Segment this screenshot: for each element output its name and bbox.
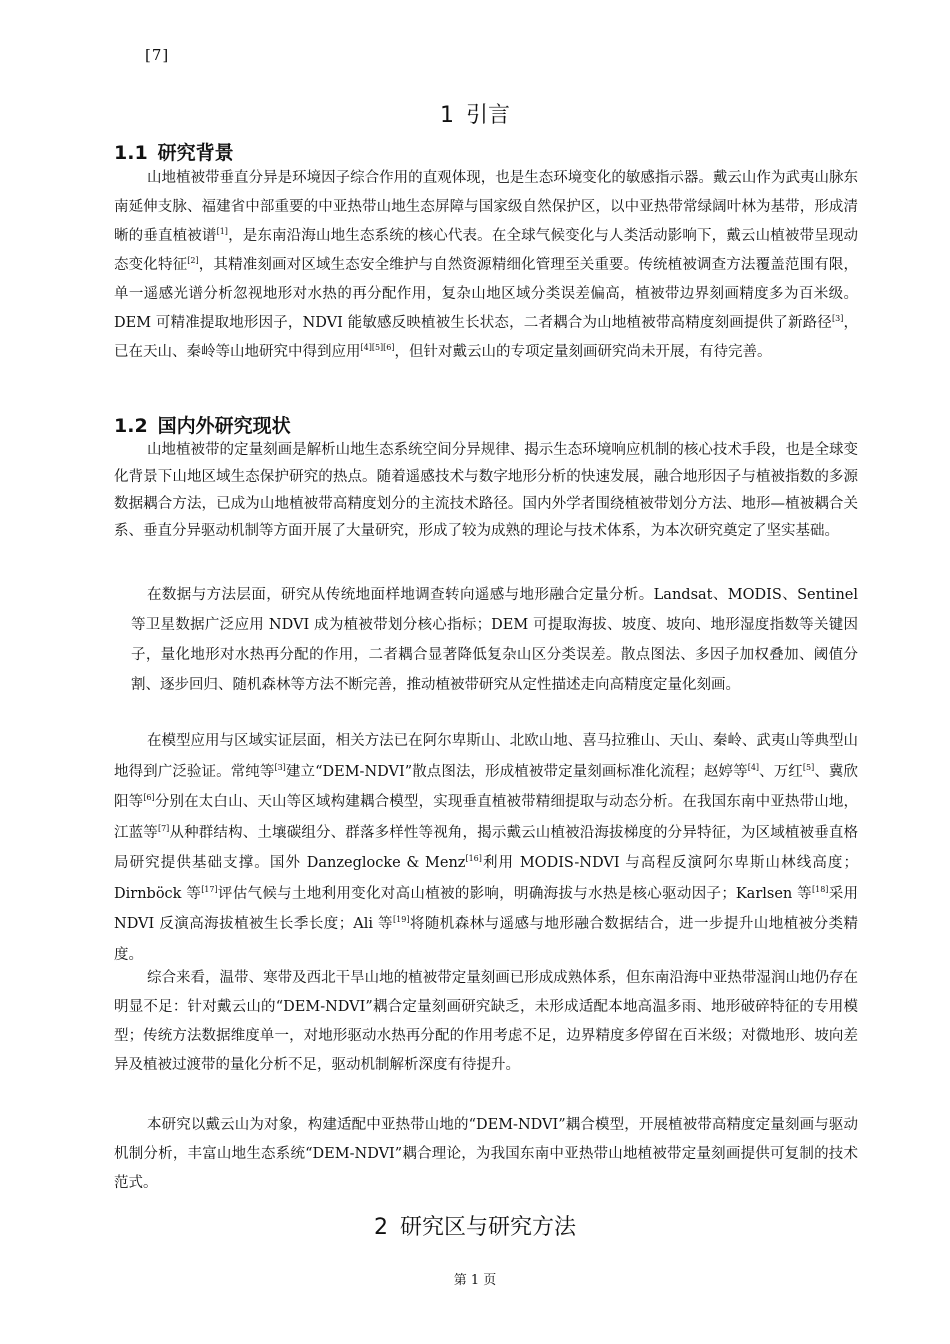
- text-run: 山地植被带垂直分异是环境因子综合作用的直观体现，也是生态环境变化的敏感指示器。戴云山作为武夷山脉东南延伸支脉、福建省中部重要的中亚热带山地生态屏障与国家级自然保护区，以中亚热带常绿阔叶林为基带，形成清晰的垂直植被谱: [114, 170, 858, 244]
- text-run: ，是东南沿海山地生态系统的核心代表。在全球气候变化与人类活动影响下，戴云山植被带呈现动态变化特征: [114, 228, 859, 273]
- section-1-2-heading: [114, 411, 291, 438]
- paragraph-study-aim: 本研究以戴云山为对象，构建适配中亚热带山地的“DEM-NDVI”耦合模型，开展植被带高精度定量刻画与驱动机制分析，丰富山地生态系统“DEM-NDVI”耦合理论，为我国东南中亚热带山地植被带定量刻画提供可复制的技术范式。: [114, 1117, 858, 1191]
- citation: [17]: [201, 884, 218, 894]
- page-number: 第 1 页: [453, 1273, 497, 1288]
- paragraph-status-overview: 山地植被带的定量刻画是解析山地生态系统空间分异规律、揭示生态环境响应机制的核心技术手段，也是全球变化背景下山地区域生态保护研究的热点。随着遥感技术与数字地形分析的快速发展，融合地形因子与植被指数的多源数据耦合方法，已成为山地植被带高精度划分的主流技术路径。国内外学者围绕植被带划分方法、地形—植被耦合关系、垂直分异驱动机制等方面开展了大量研究，形成了较为成熟的理论与技术体系，为本次研究奠定了坚实基础。: [114, 442, 858, 539]
- section-title: 国内外研究现状: [157, 415, 291, 437]
- text-run: 采用 NDVI 反演高海拔植被生长季长度；Ali 等: [114, 885, 859, 932]
- text-run: 在模型应用与区域实证层面，相关方法已在阿尔卑斯山、北欧山地、喜马拉雅山、天山、秦岭、武夷山等典型山地得到广泛验证。常纯等: [114, 733, 858, 780]
- citation: [2]: [187, 256, 199, 265]
- citation: [7]: [157, 823, 170, 833]
- citation: [6]: [143, 793, 155, 802]
- chapter-2-heading: [0, 1210, 950, 1241]
- citation: [18]: [811, 884, 829, 894]
- citation: [19]: [393, 915, 410, 924]
- chapter-1-heading: [0, 98, 950, 129]
- text-run: 评估气候与土地利用变化对高山植被的影响，明确海拔与水热是核心驱动因子；Karlsen 等: [217, 885, 812, 902]
- text-run: 建立“DEM-NDVI”散点图法，形成植被带定量刻画标准化流程；赵婷等: [285, 763, 748, 780]
- section-number: 1.1: [114, 142, 148, 164]
- section-number: 1.2: [114, 415, 148, 437]
- chapter-number: 1: [439, 103, 454, 128]
- text-run: ，其精准刻画对区域生态安全维护与自然资源精细化管理至关重要。传统植被调查方法覆盖范围有限，单一遥感光谱分析忽视地形对水热的再分配作用，复杂山地区域分类误差偏高，植被带边界刻画精度多为百米级。DEM 可精准提取地形因子，NDVI 能敏感反映植被生长状态，二者耦合为山地植被带高精度刻画提供了新路径: [114, 257, 858, 331]
- chapter-number: 2: [373, 1215, 388, 1240]
- citation: [4]: [747, 762, 760, 772]
- citation: [3]: [274, 762, 286, 772]
- citation: [5]: [802, 762, 815, 772]
- citation: [3]: [831, 314, 844, 323]
- text-run: ，已在天山、秦岭等山地研究中得到应用: [114, 315, 859, 360]
- text-run: 从种群结构、土壤碳组分、群落多样性等视角，揭示戴云山植被沿海拔梯度的分异特征，为区域植被垂直格局研究提供基础支撑。国外 Danzeglocke & Menz: [114, 824, 859, 871]
- chapter-title: 引言: [465, 103, 510, 128]
- reference-marker: [7]: [145, 46, 170, 64]
- text-run: 将随机森林与遥感与地形融合数据结合，进一步提升山地植被分类精度。: [114, 916, 858, 963]
- citation: [16]: [465, 854, 482, 863]
- paragraph-data-methods: 在数据与方法层面，研究从传统地面样地调查转向遥感与地形融合定量分析。Landsat、MODIS、Sentinel 等卫星数据广泛应用 NDVI 成为植被带划分核心指标；DEM 可提取海拔、坡度、坡向、地形湿度指数等关键因子，量化地形对水热再分配的作用，二者耦合显著降低复杂山区分类误差。散点图法、多因子加权叠加、阈值分割、逐步回归、随机森林等方法不断完善，推动植被带研究从定性描述走向高精度定量化刻画。: [131, 587, 858, 693]
- text-run: 利用 MODIS-NDVI 与高程反演阿尔卑斯山林线高度；Dirnböck 等: [114, 855, 858, 902]
- paragraph-summary: 综合来看，温带、寒带及西北干旱山地的植被带定量刻画已形成成熟体系，但东南沿海中亚热带湿润山地仍存在明显不足：针对戴云山的“DEM-NDVI”耦合定量刻画研究缺乏，未形成适配本地高温多雨、地形破碎特征的专用模型；传统方法数据维度单一，对地形驱动水热再分配的作用考虑不足，边界精度多停留在百米级；对微地形、坡向差异及植被过渡带的量化分析不足，驱动机制解析深度有待提升。: [114, 970, 858, 1073]
- section-1-1-heading: [114, 138, 234, 165]
- paragraph-background: [114, 164, 858, 367]
- text-run: 、万红: [759, 763, 803, 780]
- section-title: 研究背景: [157, 142, 234, 164]
- text-run: 分别在太白山、天山等区域构建耦合模型，实现垂直植被带精细提取与动态分析。在我国东南中亚热带山地，江蓝等: [114, 794, 859, 841]
- chapter-title: 研究区与研究方法: [399, 1215, 576, 1240]
- citation: [1]: [216, 227, 228, 236]
- text-run: ，但针对戴云山的专项定量刻画研究尚未开展，有待完善。: [394, 344, 772, 360]
- citation: [4][5][6]: [360, 343, 395, 352]
- text-run: 、冀欣阳等: [114, 763, 859, 810]
- paragraph-model-application: [114, 726, 858, 970]
